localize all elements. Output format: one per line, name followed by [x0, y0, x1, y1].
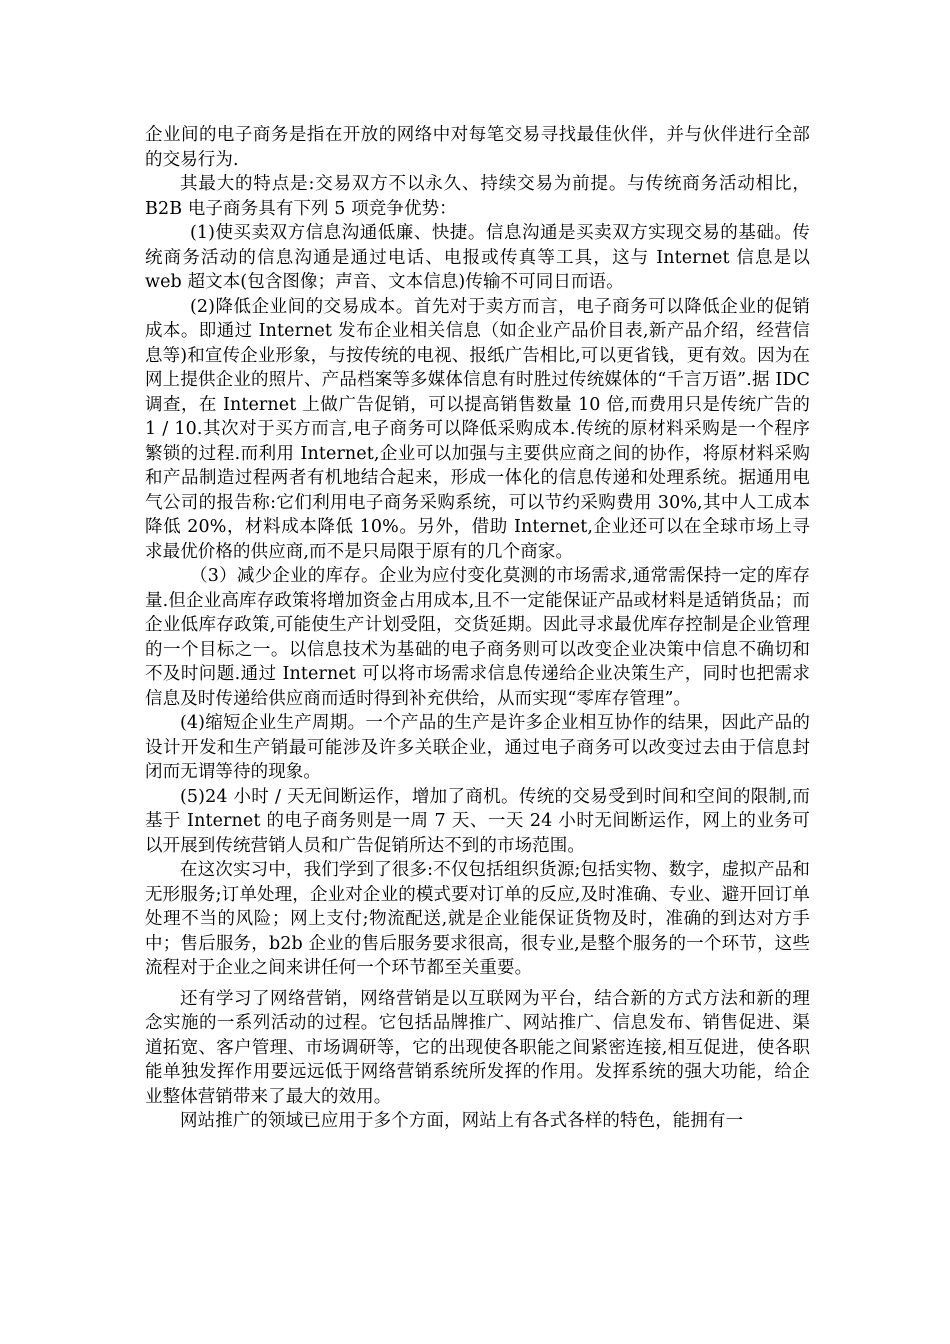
paragraph-internship: 在这次实习中，我们学到了很多:不仅包括组织货源;包括实物、数字，虚拟产品和无形服务;订单处理，企业对企业的模式要对订单的反应,及时准确、专业、避开回订单处理不当的风险；网上支付;物流配送,就是企业能保证货物及时，准确的到达对方手中；售后服务，b2b 企业的售后服务要求很高，很专业,是整个服务的一个环节，这些流程对于企业之间来讲任何一个环节都至关重要。	[145, 860, 810, 978]
paragraph-advantage-2: (2)降低企业间的交易成本。首先对于卖方而言，电子商务可以降低企业的促销成本。即通过 Internet 发布企业相关信息（如企业产品价目表,新产品介绍，经营信息等)和宣传企业形象，与按传统的电视、报纸广告相比,可以更省钱，更有效。因为在网上提供企业的照片、产品档案等多媒体信息有时胜过传统媒体的“千言万语”.据 IDC 调查，在 Internet 上做广告促销，可以提高销售数量 10 倍,而费用只是传统广告的 1 / 10.其次对于买方而言,电子商务可以降低采购成本.传统的原材料采购是一个程序繁锁的过程.而利用 Internet,企业可以加强与主要供应商之间的协作，将原材料采购和产品制造过程两者有机地结合起来，形成一体化的信息传递和处理系统。据通用电气公司的报告称:它们利用电子商务采购系统，可以节约采购费用 30%,其中人工成本降低 20%，材料成本降低 10%。另外，借助 Internet,企业还可以在全球市场上寻求最优价格的供应商,而不是只局限于原有的几个商家。	[145, 296, 810, 562]
paragraph-advantage-1: (1)使买卖双方信息沟通低廉、快捷。信息沟通是买卖双方实现交易的基础。传统商务活动的信息沟通是通过电话、电报或传真等工具，这与 Internet 信息是以 web 超文本(包含图像；声音、文本信息)传输不可同日而语。	[145, 223, 810, 292]
paragraph-network-marketing: 还有学习了网络营销，网络营销是以互联网为平台，结合新的方式方法和新的理念实施的一系列活动的过程。它包括品牌推广、网站推广、信息发布、销售促进、渠道拓宽、客户管理、市场调研等，它的出现使各职能之间紧密连接,相互促进，使各职能单独发挥作用要远远低于网络营销系统所发挥的作用。发挥系统的强大功能，给企业整体营销带来了最大的效用。	[145, 988, 810, 1107]
paragraph-website-promotion: 网站推广的领域已应用于多个方面，网站上有各式各样的特色，能拥有一	[180, 1111, 744, 1131]
paragraph-advantage-4: (4)缩短企业生产周期。一个产品的生产是许多企业相互协作的结果，因此产品的设计开发和生产销最可能涉及许多关联企业，通过电子商务可以改变过去由于信息封闭而无谓等待的现象。	[145, 713, 810, 782]
paragraph-advantage-5: (5)24 小时 / 天无间断运作，增加了商机。传统的交易受到时间和空间的限制,而基于 Internet 的电子商务则是一周 7 天、一天 24 小时无间断运作，网上的业务可以开展到传统营销人员和广告促销所达不到的市场范围。	[145, 786, 810, 856]
paragraph-features-intro: 其最大的特点是:交易双方不以永久、持续交易为前提。与传统商务活动相比，B2B 电子商务具有下列 5 项竞争优势：	[145, 174, 810, 219]
paragraph-advantage-3: （3）减少企业的库存。企业为应付变化莫测的市场需求,通常需保持一定的库存量.但企业高库存政策将增加资金占用成本,且不一定能保证产品或材料是适销货品；而企业低库存政策,可能使生产计划受阻，交货延期。因此寻求最优库存控制是企业管理的一个目标之一。以信息技术为基础的电子商务则可以改变企业决策中信息不确切和不及时问题.通过 Internet 可以将市场需求信息传递给企业决策生产，同时也把需求信息及时传递给供应商而适时得到补充供给，从而实现“零库存管理”。	[145, 566, 810, 709]
document-page	[145, 123, 810, 1134]
paragraph-b2b-definition: 企业间的电子商务是指在开放的网络中对每笔交易寻找最佳伙伴，并与伙伴进行全部的交易行为.	[145, 125, 810, 170]
